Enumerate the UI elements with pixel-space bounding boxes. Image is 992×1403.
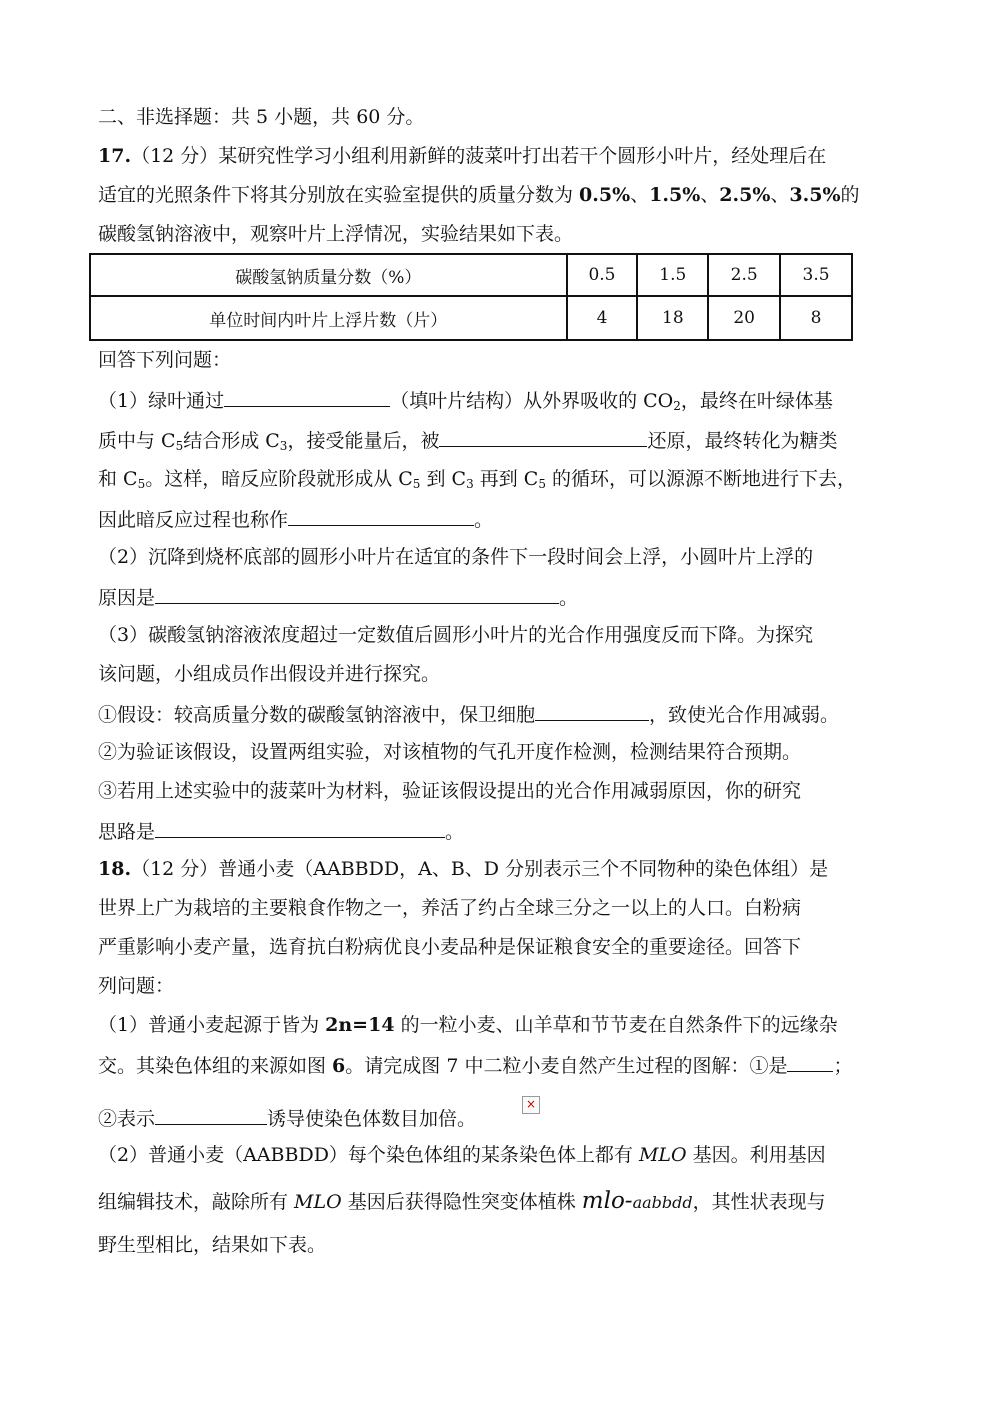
section-header: 二、非选择题：共 5 小题，共 60 分。 [98, 106, 425, 128]
q17-text: 。这样，暗反应阶段就形成从 C [145, 468, 413, 490]
results-table [89, 253, 853, 341]
q18-text: 基因后获得隐性突变体植株 [341, 1191, 582, 1213]
q18-line-4: 列问题： [98, 975, 175, 997]
table-cell: 1.5 [637, 254, 708, 296]
q18-part2-line-2 [98, 1188, 898, 1216]
genotype: aabbdd [632, 1193, 693, 1212]
q18-part2-line-3: 野生型相比，结果如下表。 [98, 1234, 327, 1256]
q17-text: 的循环，可以源源不断地进行下去， [545, 468, 857, 490]
q17-part3-line-1: （3）碳酸氢钠溶液浓度超过一定数值后圆形小叶片的光合作用强度反而下降。为探究 [98, 624, 814, 646]
answer-blank[interactable] [439, 426, 647, 447]
q17-part3-line-5: ③若用上述实验中的菠菜叶为材料，验证该假设提出的光合作用减弱原因，你的研究 [98, 780, 802, 802]
q17-part1-line-2 [98, 426, 898, 459]
table-row [90, 296, 852, 340]
concentration-value: 1.5% [649, 184, 701, 206]
q17-text: 。 [559, 587, 579, 609]
q17-text: ，致使光合作用减弱。 [649, 704, 840, 726]
subscript: 5 [175, 439, 184, 453]
q17-number: 17. [98, 145, 132, 167]
q18-text: （12 分）普通小麦（AABBDD，A、B、D 分别表示三个不同物种的染色体组）是 [131, 858, 829, 880]
table-cell: 0.5 [567, 254, 638, 296]
q17-part3-line-2: 该问题，小组成员作出假设并进行探究。 [98, 663, 441, 685]
q18-line-2: 世界上广为栽培的主要粮食作物之一，养活了约占全球三分之一以上的人口。白粉病 [98, 897, 802, 919]
subscript: 2 [673, 399, 681, 413]
q18-text: 的一粒小麦、山羊草和节节麦在自然条件下的远缘杂 [394, 1014, 838, 1036]
q17-text: 、 [700, 184, 720, 206]
q17-text: 适宜的光照条件下将其分别放在实验室提供的质量分数为 [98, 184, 580, 206]
answer-blank[interactable] [155, 583, 559, 604]
q17-text: 因此暗反应过程也称作 [98, 509, 289, 531]
q17-part1-line-3 [98, 466, 898, 497]
q17-text: 。 [474, 509, 494, 531]
table-cell: 8 [780, 296, 852, 340]
q17-text: 再到 C [473, 468, 539, 490]
q18-text: ，其性状表现与 [692, 1191, 826, 1213]
q17-text: 结合形成 C [183, 430, 280, 452]
table-cell: 20 [708, 296, 780, 340]
answer-blank[interactable] [224, 386, 390, 407]
broken-image-icon: × [522, 1096, 540, 1114]
q17-line-2 [98, 182, 898, 208]
q17-part1-line-4 [98, 505, 898, 533]
figure-number: 6 [332, 1055, 346, 1077]
mutant-name: mlo- [581, 1188, 633, 1214]
answer-blank[interactable] [288, 505, 474, 526]
answer-blank[interactable] [155, 1104, 267, 1125]
q18-text: （1）普通小麦起源于皆为 [98, 1014, 326, 1036]
q17-text: 和 C [98, 468, 138, 490]
gene-name: MLO [294, 1191, 342, 1213]
concentration-value: 2.5% [719, 184, 771, 206]
q17-text: ，最终在叶绿体基 [680, 390, 833, 412]
q17-part3-line-3 [98, 700, 898, 728]
subscript: 5 [412, 477, 421, 491]
answer-blank[interactable] [787, 1051, 833, 1072]
q17-text: 的 [840, 184, 860, 206]
q17-part1-line-1 [98, 386, 898, 419]
table-cell: 18 [637, 296, 708, 340]
q18-line-3: 严重影响小麦产量，选育抗白粉病优良小麦品种是保证粮食安全的重要途径。回答下 [98, 936, 802, 958]
q18-text: 基因。利用基因 [686, 1144, 826, 1166]
table-cell: 3.5 [780, 254, 852, 296]
row-header: 碳酸氢钠质量分数（%） [90, 254, 567, 296]
q17-text: ，接受能量后，被 [287, 430, 440, 452]
q18-line-1 [98, 856, 898, 882]
gene-name: MLO [638, 1144, 687, 1166]
q18-part1-line-1 [98, 1012, 898, 1038]
q17-text: （1）绿叶通过 [98, 390, 225, 412]
q17-text: 还原，最终转化为糖类 [647, 430, 838, 452]
row-header: 单位时间内叶片上浮片数（片） [90, 296, 567, 340]
q17-text: 、 [630, 184, 650, 206]
q17-text: 原因是 [98, 587, 156, 609]
q18-number: 18. [98, 858, 132, 880]
answer-blank[interactable] [535, 700, 649, 721]
q18-text: （2）普通小麦（AABBDD）每个染色体组的某条染色体上都有 [98, 1144, 639, 1166]
q18-text: 组编辑技术，敲除所有 [98, 1191, 295, 1213]
subscript: 5 [137, 477, 146, 491]
q17-text: 思路是 [98, 821, 156, 843]
concentration-value: 0.5% [579, 184, 631, 206]
q17-line-1 [98, 143, 898, 169]
q18-part1-line-3 [98, 1104, 898, 1132]
q17-text: ①假设：较高质量分数的碳酸氢钠溶液中，保卫细胞 [98, 704, 536, 726]
q17-text: （填叶片结构）从外界吸收的 CO [390, 390, 674, 412]
q17-part3-line-4: ②为验证该假设，设置两组实验，对该植物的气孔开度作检测，检测结果符合预期。 [98, 741, 802, 763]
q18-text: 。请完成图 7 中二粒小麦自然产生过程的图解：①是 [345, 1055, 788, 1077]
q17-text: 到 C [420, 468, 467, 490]
table-cell: 2.5 [708, 254, 780, 296]
q17-part2-line-1: （2）沉降到烧杯底部的圆形小叶片在适宜的条件下一段时间会上浮，小圆叶片上浮的 [98, 546, 814, 568]
q17-part3-line-6 [98, 817, 898, 845]
q17-line-3: 碳酸氢钠溶液中，观察叶片上浮情况，实验结果如下表。 [98, 223, 574, 245]
answer-blank[interactable] [155, 817, 445, 838]
subscript: 5 [538, 477, 546, 491]
q18-part1-line-2 [98, 1051, 898, 1079]
q17-part2-line-2 [98, 583, 898, 611]
q17-text: （12 分）某研究性学习小组利用新鲜的菠菜叶打出若干个圆形小叶片，经处理后在 [131, 145, 827, 167]
q17-text: 质中与 C [98, 430, 176, 452]
q17-text: 、 [770, 184, 790, 206]
subscript: 3 [466, 477, 474, 491]
q18-text: 诱导使染色体数目加倍。 [267, 1108, 477, 1130]
subscript: 3 [279, 439, 288, 453]
concentration-value: 3.5% [789, 184, 841, 206]
q18-part2-line-1 [98, 1142, 898, 1168]
table-row [90, 254, 852, 296]
q18-text: ②表示 [98, 1108, 156, 1130]
q18-text: 交。其染色体组的来源如图 [98, 1055, 333, 1077]
q18-text: ； [833, 1055, 853, 1077]
chromosome-number: 2n=14 [325, 1014, 395, 1036]
q17-text: 。 [445, 821, 465, 843]
answer-intro: 回答下列问题： [98, 349, 232, 371]
table-cell: 4 [567, 296, 638, 340]
